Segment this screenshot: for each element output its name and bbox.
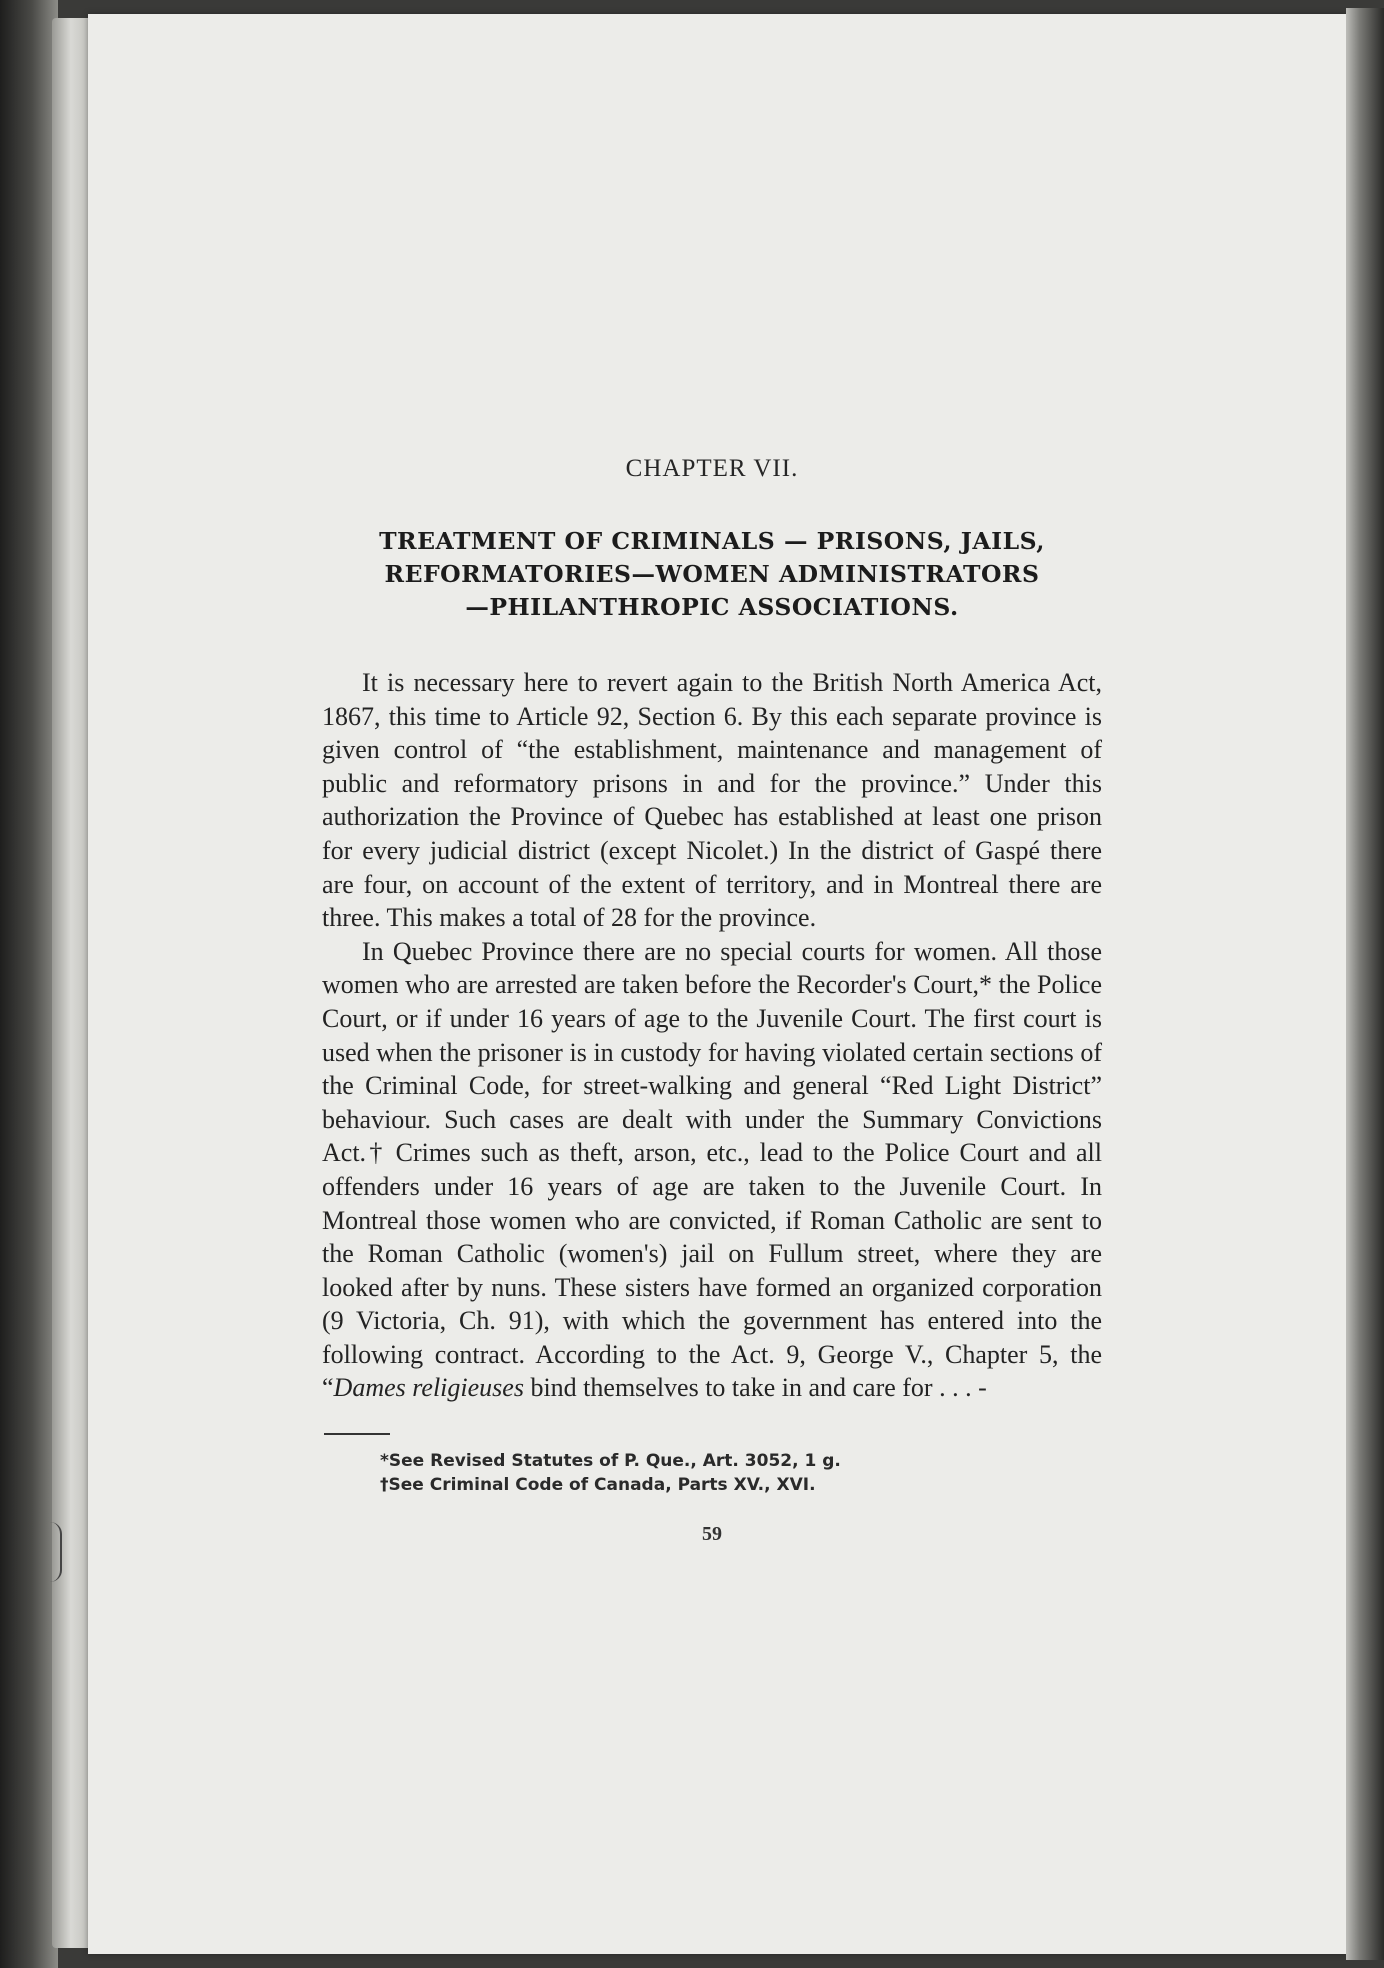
footnote: †See Criminal Code of Canada, Parts XV., XVI. xyxy=(380,1475,816,1496)
paragraph-text: In Quebec Province there are no special courts for women. All those women who are arrested are taken before the Recorder's Court,* the Police Court, or if under 16 years of age to the Juvenile Court. The first court is used when the prisoner is in custody for having violated certain sections of the Criminal Code, for street-walking and general “Red Light District” behaviour. Such cases are dealt with under the Summary Convictions Act.† Crimes such as theft, arson, etc., lead to the Police Court and all offenders under 16 years of age are taken to the Juvenile Court. In Montreal those women who are convicted, if Roman Catholic are sent to the Roman Catholic (women's) jail on Fullum street, where they are looked after by nuns. These sisters have formed an organized corporation (9 Victoria, Ch. 91), with which the government has entered into the following contract. According to the Act. 9, George V., Chapter 5, the “ xyxy=(322,936,1102,1403)
chapter-title xyxy=(322,525,1102,624)
italic-phrase: Dames religieuses xyxy=(333,1373,524,1403)
chapter-title-line: TREATMENT OF CRIMINALS — PRISONS, JAILS, xyxy=(379,527,1045,555)
body-paragraph xyxy=(322,935,1102,1405)
margin-mark xyxy=(50,1522,62,1582)
footnote: *See Revised Statutes of P. Que., Art. 3052, 1 g. xyxy=(380,1451,841,1472)
body-paragraph: It is necessary here to revert again to the British North America Act, 1867, this time to Article 92, Section 6. By this each separate province is given control of “the establishment, maintenance and management of public and reformatory prisons in and for the province.” Under this authorization the Province of Quebec has established at least one prison for every judicial district (except Nicolet.) In the district of Gaspé there are four, on account of the extent of territory, and in Montreal there are three. This makes a total of 28 for the province. xyxy=(322,668,1102,933)
page-text-block xyxy=(322,455,1102,1546)
chapter-title-line: —PHILANTHROPIC ASSOCIATIONS. xyxy=(465,593,959,621)
page-number: 59 xyxy=(702,1523,722,1546)
footnote-divider xyxy=(324,1433,390,1435)
chapter-title-line: REFORMATORIES—WOMEN ADMINISTRATORS xyxy=(384,560,1040,588)
book-binding-right xyxy=(1346,8,1384,1960)
book-binding-left xyxy=(0,0,58,1968)
paragraph-tail: bind themselves to take in and care for . . . - xyxy=(523,1373,987,1403)
chapter-heading: CHAPTER VII. xyxy=(625,455,799,482)
